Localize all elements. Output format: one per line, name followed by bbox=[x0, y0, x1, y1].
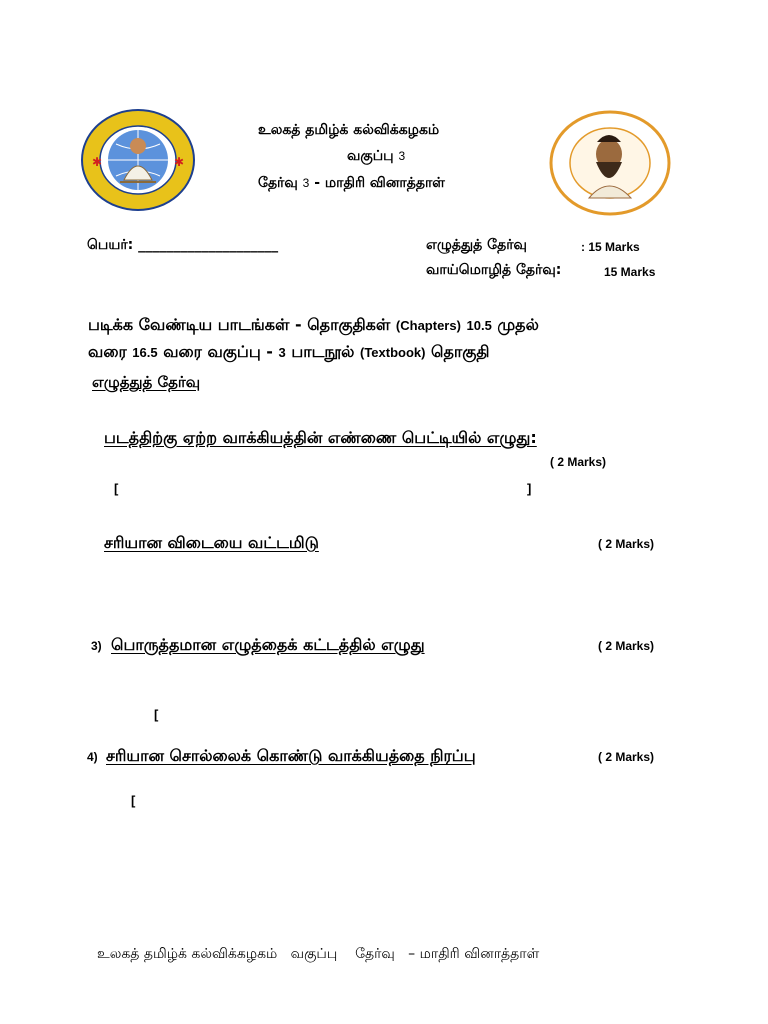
exam-line bbox=[258, 175, 445, 193]
question-2-marks: ( 2 Marks) bbox=[598, 537, 655, 551]
syllabus-grade-num: 3 bbox=[278, 345, 286, 360]
syllabus-start: 10.5 bbox=[466, 318, 492, 333]
grade-line bbox=[347, 148, 405, 166]
syllabus-textbook: (Textbook) bbox=[359, 345, 426, 360]
name-field bbox=[87, 237, 278, 255]
syllabus-line-2 bbox=[88, 342, 490, 363]
written-exam-label: எழுத்துத் தேர்வு bbox=[426, 237, 527, 253]
academy-title: உலகத் தமிழ்க் கல்விக்கழகம் bbox=[258, 122, 440, 138]
international-tamil-academy-logo bbox=[80, 108, 196, 212]
right-logo-emblem bbox=[549, 110, 671, 216]
question-2-text: சரியான விடையை வட்டமிடு bbox=[104, 533, 319, 552]
syllabus-textbook-tamil: பாடநூல் bbox=[291, 342, 355, 361]
question-4-text: சரியான சொல்லைக் கொண்டு வாக்கியத்தை நிரப்பு bbox=[106, 746, 476, 765]
name-blank[interactable]: ____________________ bbox=[138, 237, 279, 253]
page-footer: உலகத் தமிழ்க் கல்விக்கழகம் வகுப்பு தேர்வு – மாதிரி வினாத்தாள் bbox=[97, 946, 540, 962]
question-3-marks: ( 2 Marks) bbox=[598, 639, 655, 653]
oral-exam-marks: 15 Marks bbox=[604, 265, 656, 279]
question-1-bracket-close: ] bbox=[527, 481, 532, 496]
svg-text:✱: ✱ bbox=[174, 155, 185, 169]
exam-label: தேர்வு bbox=[258, 175, 298, 191]
question-1-marks: ( 2 Marks) bbox=[550, 455, 607, 469]
question-4-number: 4) bbox=[87, 750, 98, 764]
syllabus-end: 16.5 bbox=[132, 345, 158, 360]
svg-text:✱: ✱ bbox=[92, 155, 103, 169]
oral-exam-label: வாய்மொழித் தேர்வு: bbox=[426, 262, 562, 278]
syllabus-grade-text: வரை வகுப்பு - bbox=[163, 342, 273, 361]
syllabus-from: முதல் bbox=[497, 315, 539, 334]
name-label: பெயர்: bbox=[87, 237, 134, 253]
question-1-bracket-open: [ bbox=[114, 481, 119, 496]
question-3-number: 3) bbox=[91, 639, 102, 653]
written-exam-marks: : 15 Marks bbox=[581, 240, 640, 254]
question-3-text: பொருத்தமான எழுத்தைக் கட்டத்தில் எழுது bbox=[111, 635, 425, 654]
syllabus-line-1 bbox=[88, 315, 539, 336]
section-heading-written: எழுத்துத் தேர்வு bbox=[92, 373, 201, 391]
question-1-text: படத்திற்கு ஏற்ற வாக்கியத்தின் எண்ணை பெட்டியில் எழுது: bbox=[104, 428, 537, 447]
syllabus-volume: தொகுதி bbox=[431, 342, 490, 361]
syllabus-until: வரை bbox=[88, 342, 127, 361]
grade-label: வகுப்பு bbox=[347, 148, 394, 164]
syllabus-line1-text: படிக்க வேண்டிய பாடங்கள் - தொகுதிகள் bbox=[88, 315, 391, 334]
exam-title-rest: - மாதிரி வினாத்தாள் bbox=[314, 175, 445, 191]
question-4-marks: ( 2 Marks) bbox=[598, 750, 655, 764]
exam-number: 3 bbox=[302, 176, 310, 190]
california-tamil-academy-logo bbox=[549, 110, 671, 216]
question-4-bracket-open: [ bbox=[131, 793, 136, 808]
syllabus-chapters: (Chapters) bbox=[395, 318, 461, 333]
left-logo-emblem bbox=[80, 108, 196, 212]
question-3-bracket-open: [ bbox=[154, 707, 159, 722]
grade-number: 3 bbox=[398, 149, 406, 163]
